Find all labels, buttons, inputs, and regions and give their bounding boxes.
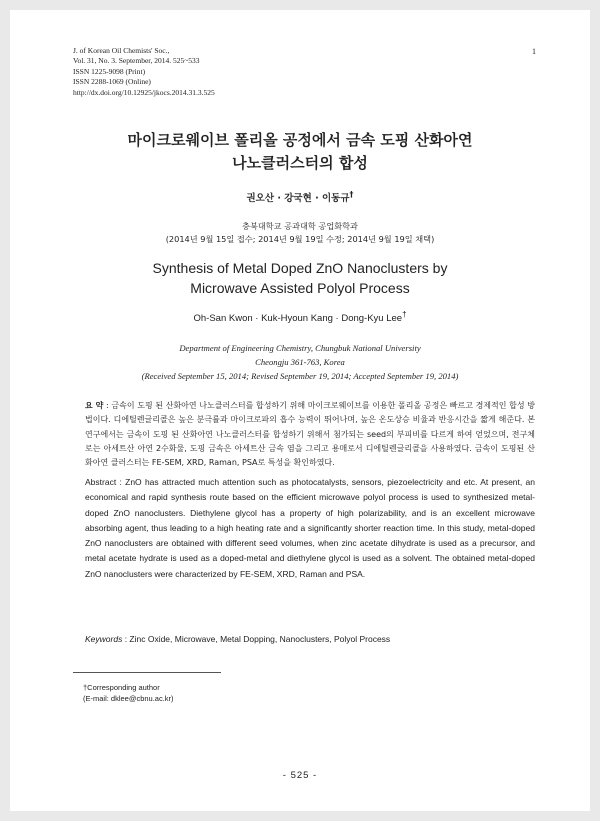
corresponding-author: †Corresponding author bbox=[83, 683, 160, 692]
corresponding-email: (E-mail: dklee@cbnu.ac.kr) bbox=[83, 694, 174, 703]
korean-dates: (2014년 9월 15일 접수; 2014년 9월 19일 수정; 2014년 9월 19일 채택) bbox=[165, 234, 435, 244]
korean-title bbox=[10, 129, 590, 175]
doi-link[interactable]: http://dx.doi.org/10.12925/jkocs.2014.31.3.525 bbox=[73, 87, 215, 97]
korean-title-line1: 마이크로웨이브 폴리올 공정에서 금속 도핑 산화아연 bbox=[127, 131, 473, 149]
english-title bbox=[10, 258, 590, 298]
keywords bbox=[85, 634, 545, 644]
page-marker: 1 bbox=[532, 47, 536, 56]
english-abstract bbox=[85, 475, 535, 582]
english-affiliation bbox=[10, 341, 590, 383]
issn-online: ISSN 2288-1069 (Online) bbox=[73, 77, 151, 87]
journal-header bbox=[73, 46, 215, 98]
korean-abstract-text: : 금속이 도핑 된 산화아연 나노클러스터를 합성하기 위해 마이크로웨이브를 이용한 폴리올 공정은 빠르고 경제적인 합성 방법이다. 디에틸렌글리콜은 높은 분극률과 마이크로파의 흡수 능력이 뛰어나며, 높은 온도상승 비율과 반응시간을 짧게 해준다. 본 연구에서는 금속이 도핑 된 산화아연 나노클러스터를 합성하기 위해서 첨가되는 seed의 부피비를 다르게 하여 얻었으며, 전구체로는 아세트산 아연 2수화물, 도핑 금속은 아세트산 금속 염을 그리고 용매로서 디에틸렌글리콜을 사용하였다. 금속이 도핑된 산화아연 클러스터는 FE-SEM, XRD, Raman, PSA로 특성을 확인하였다. bbox=[85, 401, 535, 468]
footnote bbox=[83, 682, 174, 704]
english-author-mark: † bbox=[402, 310, 407, 319]
keywords-label: Keywords bbox=[85, 634, 123, 644]
english-dates: (Received September 15, 2014; Revised September 19, 2014; Accepted September 19, 2014) bbox=[141, 371, 459, 381]
english-abstract-text: : ZnO has attracted much attention such as photocatalysts, sensors, piezoelectricity and etc. At present, an economical and rapid synthesis route based on the efficient microwave polyol process is used to synthesized metal-doped ZnO nanoclusters. Diethylene glycol has a property of high polarizability, and is an excellent microwave absorbing agent, thus leading to a high heating rate and a significantly shorter reaction time. In this study, metal-doped ZnO nanoclusters are obtained with different seed volumes, when zinc acetate dihydrate is used as a precursor, and metal acetate hydrate is used as a doped-metal and diethylene glycol is used as a solvent. The obtained metal-doped ZnO nanoclusters were characterized by FE-SEM, XRD, Raman and PSA. bbox=[85, 477, 535, 579]
english-title-line1: Synthesis of Metal Doped ZnO Nanoclusters by bbox=[152, 260, 448, 276]
journal-name: J. of Korean Oil Chemists' Soc., bbox=[73, 46, 170, 55]
korean-abstract-label: 요 약 bbox=[85, 401, 104, 410]
keywords-text: : Zinc Oxide, Microwave, Metal Dopping, Nanoclusters, Polyol Process bbox=[122, 634, 391, 644]
korean-abstract bbox=[85, 399, 535, 470]
korean-authors bbox=[10, 190, 590, 204]
english-department: Department of Engineering Chemistry, Chungbuk National University bbox=[179, 343, 421, 353]
korean-affiliation bbox=[10, 220, 590, 246]
english-city: Cheongju 361-763, Korea bbox=[255, 357, 345, 367]
korean-author-mark: † bbox=[349, 190, 354, 199]
korean-author-names: 권오산 · 강국현 · 이동규 bbox=[246, 193, 350, 205]
english-abstract-label: Abstract bbox=[85, 477, 117, 487]
english-title-line2: Microwave Assisted Polyol Process bbox=[190, 280, 410, 296]
paper-page bbox=[10, 10, 590, 811]
korean-affiliation-name: 충북대학교 공과대학 공업화학과 bbox=[242, 221, 358, 231]
english-author-names: Oh-San Kwon · Kuk-Hyoun Kang · Dong-Kyu Lee bbox=[193, 313, 403, 325]
issn-print: ISSN 1225-9098 (Print) bbox=[73, 66, 146, 76]
footnote-divider bbox=[73, 672, 221, 673]
english-authors bbox=[10, 310, 590, 324]
korean-title-line2: 나노클러스터의 합성 bbox=[232, 154, 368, 172]
volume-info: Vol. 31, No. 3. September, 2014. 525~533 bbox=[73, 56, 200, 66]
page-number: - 525 - bbox=[282, 770, 318, 781]
